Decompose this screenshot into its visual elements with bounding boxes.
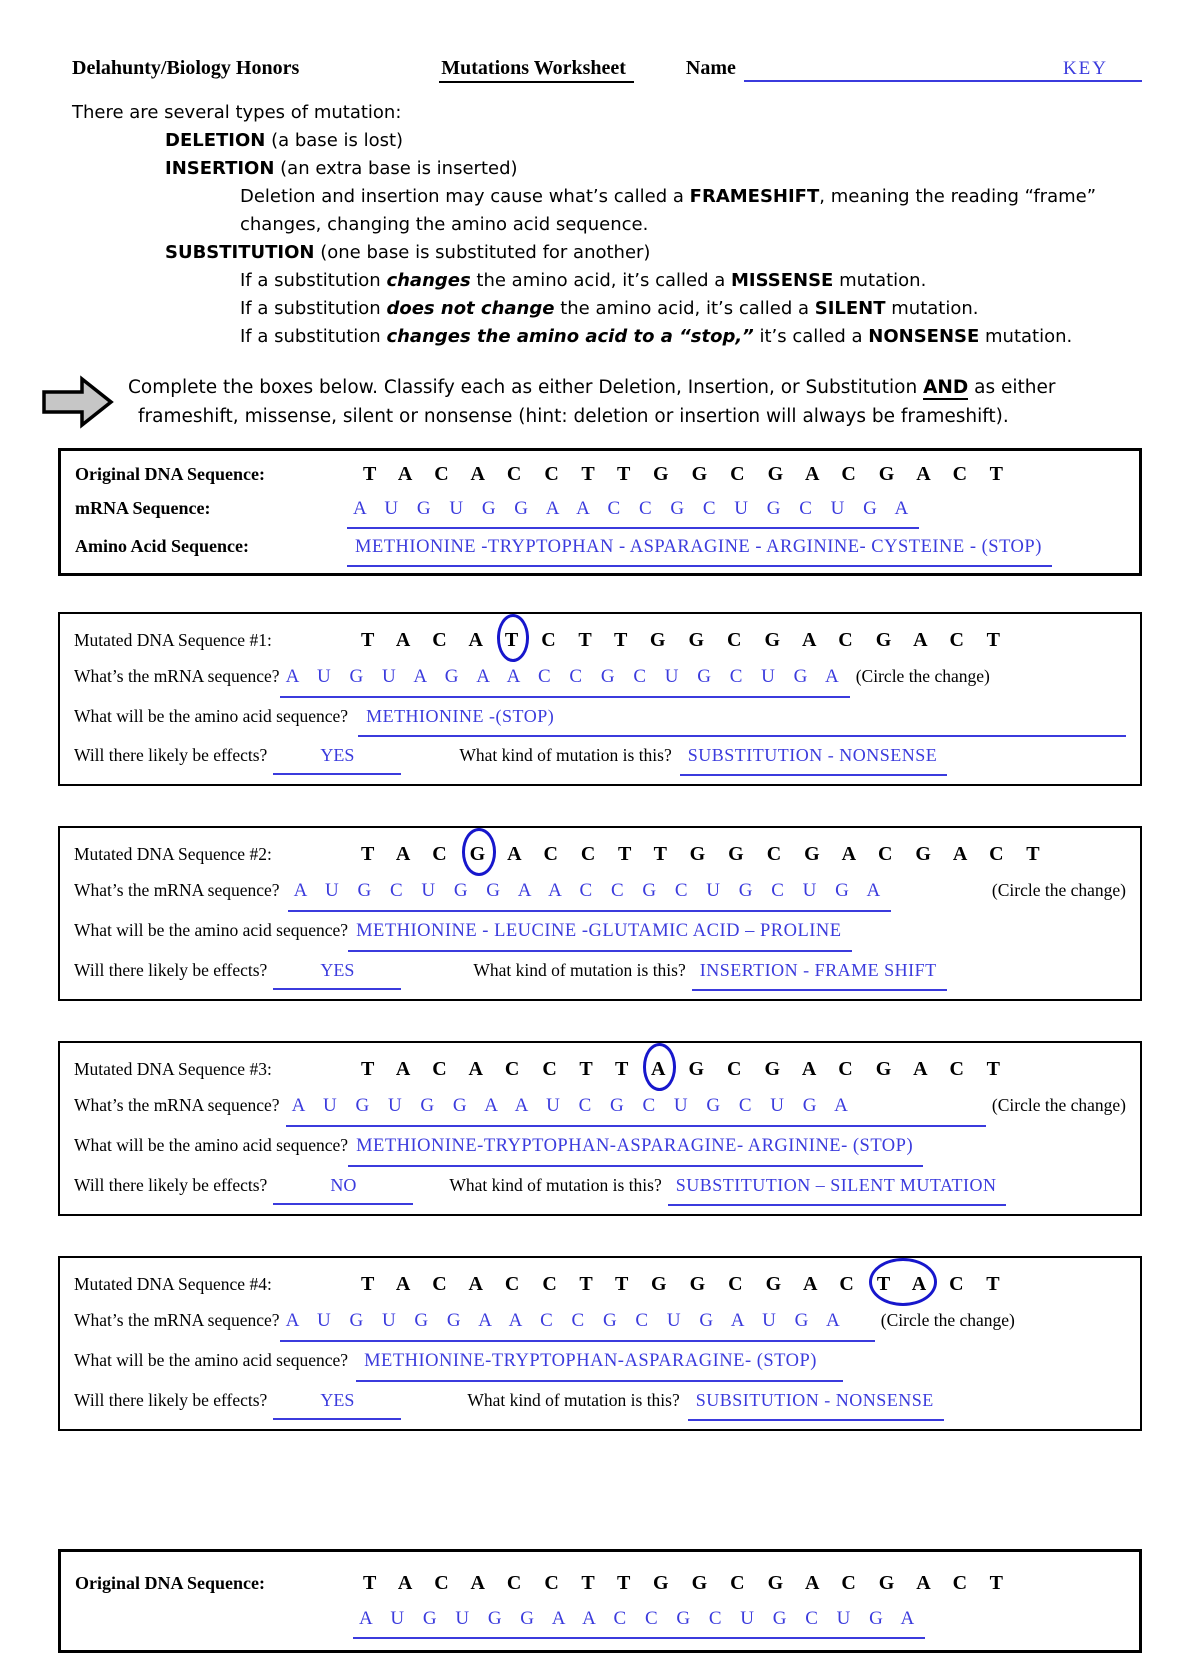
mutation3-mrna-answer: A U G U G G A A U C G C U G C U G A xyxy=(286,1088,859,1127)
mutation4-title: Mutated DNA Sequence #4: xyxy=(74,1274,272,1294)
header xyxy=(58,0,1142,83)
mrna-question: What’s the mRNA sequence? xyxy=(74,880,280,900)
mutation3-title-row xyxy=(74,1051,1126,1087)
mutation3-mrna-row xyxy=(74,1087,1126,1127)
original-mrna-label: mRNA Sequence: xyxy=(75,498,211,518)
mutation1-dna-sequence: T A C A T C T T G G C G A C G A C T xyxy=(361,622,1009,658)
mutation2-dna-sequence: T A C G A C C T T G G C G A C G A C T xyxy=(361,836,1049,872)
original-dna-label: Original DNA Sequence: xyxy=(75,464,266,484)
mutation3-effects-row xyxy=(74,1167,1126,1206)
mutation-box-2 xyxy=(58,826,1142,1001)
circle-note: (Circle the change) xyxy=(991,880,1126,900)
name-label: Name xyxy=(685,57,736,79)
kind-question: What kind of mutation is this? xyxy=(449,1175,662,1195)
mutation4-effects-row xyxy=(74,1382,1126,1421)
mutation4-title-row xyxy=(74,1266,1126,1302)
mutation4-dna-sequence: T A C A C C T T G G C G A C T A C T xyxy=(361,1266,1009,1302)
original-amino-row xyxy=(75,529,1125,567)
mutation3-effects-answer: NO xyxy=(273,1167,413,1205)
mutation4-amino-answer: METHIONINE-TRYPTOPHAN-ASPARAGINE- (STOP) xyxy=(356,1343,843,1382)
mutation1-title: Mutated DNA Sequence #1: xyxy=(74,630,272,650)
original-amino-label: Amino Acid Sequence: xyxy=(75,536,250,556)
substitution-definition: SUBSTITUTION (one base is substituted for another) xyxy=(165,242,651,263)
amino-question: What will be the amino acid sequence? xyxy=(74,1135,349,1155)
mutation2-mrna-answer: A U G C U G G A A C C G C U G C U G A xyxy=(288,873,892,912)
nonsense-definition: If a substitution changes the amino acid to a “stop,” it’s called a NONSENSE mutation. xyxy=(240,326,1073,347)
mutation4-mrna-answer: A U G U G G A A C C G C U G A U G A xyxy=(280,1303,875,1342)
circled-base: T A xyxy=(877,1266,935,1302)
circled-base: T xyxy=(505,622,527,658)
bottom-mrna-answer: A U G U G G A A C C G C U G C U G A xyxy=(353,1602,925,1639)
answer-key-text: KEY xyxy=(1062,58,1108,79)
frameshift-definition-line2: changes, changing the amino acid sequence. xyxy=(240,214,649,235)
original-dna-row xyxy=(75,457,1125,491)
mutation3-title: Mutated DNA Sequence #3: xyxy=(74,1059,272,1079)
mutation2-title-row xyxy=(74,836,1126,872)
bottom-original-sequence-box xyxy=(58,1549,1142,1653)
amino-question: What will be the amino acid sequence? xyxy=(74,706,349,726)
bottom-mrna-row xyxy=(353,1602,1125,1639)
mutation3-dna-sequence: T A C A C C T T A G C G A C G A C T xyxy=(361,1051,1009,1087)
answer-underline xyxy=(859,1087,986,1127)
silent-definition: If a substitution does not change the amino acid, it’s called a SILENT mutation. xyxy=(240,298,979,319)
mutation2-kind-answer: INSERTION - FRAME SHIFT xyxy=(692,952,947,991)
mutation2-mrna-row xyxy=(74,872,1126,912)
original-amino-answer: METHIONINE -TRYPTOPHAN - ASPARAGINE - ARGININE- CYSTEINE - (STOP) xyxy=(347,530,1052,567)
original-mrna-answer: A U G U G G A A C C G C U G C U G A xyxy=(347,492,919,529)
effects-question: Will there likely be effects? xyxy=(74,1390,268,1410)
mutation-box-3 xyxy=(58,1041,1142,1216)
bottom-dna-label: Original DNA Sequence: xyxy=(75,1573,266,1593)
mutation-box-1 xyxy=(58,612,1142,786)
original-mrna-row xyxy=(75,491,1125,529)
kind-question: What kind of mutation is this? xyxy=(459,745,672,765)
amino-question: What will be the amino acid sequence? xyxy=(74,1350,349,1370)
mutation2-effects-answer: YES xyxy=(273,952,401,990)
mutation1-effects-answer: YES xyxy=(273,737,401,775)
mutation4-amino-row xyxy=(74,1342,1126,1382)
answer-underline xyxy=(564,698,1126,737)
circle-note: (Circle the change) xyxy=(855,666,990,686)
effects-question: Will there likely be effects? xyxy=(74,745,268,765)
mutation4-effects-answer: YES xyxy=(273,1382,401,1420)
mutation2-amino-row xyxy=(74,912,1126,952)
mutation1-amino-answer: METHIONINE -(STOP) xyxy=(358,698,564,737)
mutation2-effects-row xyxy=(74,952,1126,991)
kind-question: What kind of mutation is this? xyxy=(467,1390,680,1410)
original-dna-sequence: T A C A C C T T G G C G A C G A C T xyxy=(363,463,1013,485)
mutation1-effects-row xyxy=(74,737,1126,776)
mutation1-mrna-answer: A U G U A G A A C C G C U G C U G A xyxy=(280,659,850,698)
bottom-dna-sequence: T A C A C C T T G G C G A C G A C T xyxy=(363,1572,1013,1594)
mutation1-mrna-row xyxy=(74,658,1126,698)
instruction-line1: Complete the boxes below. Classify each as either Deletion, Insertion, or Substitution AND as either xyxy=(128,377,1056,398)
circled-base: G xyxy=(470,836,495,872)
missense-definition: If a substitution changes the amino acid, it’s called a MISSENSE mutation. xyxy=(240,270,927,291)
original-sequence-box xyxy=(58,448,1142,576)
mutation1-kind-answer: SUBSTITUTION - NONSENSE xyxy=(680,737,948,776)
mrna-question: What’s the mRNA sequence? xyxy=(74,666,280,686)
mutation3-amino-answer: METHIONINE-TRYPTOPHAN-ASPARAGINE- ARGININE- (STOP) xyxy=(348,1128,923,1167)
mutation3-amino-row xyxy=(74,1127,1126,1167)
mrna-question: What’s the mRNA sequence? xyxy=(74,1095,280,1115)
circle-note: (Circle the change) xyxy=(880,1310,1015,1330)
mutation1-title-row xyxy=(74,622,1126,658)
right-arrow-icon xyxy=(40,373,124,434)
intro-opening: There are several types of mutation: xyxy=(72,102,402,123)
mutation3-kind-answer: SUBSTITUTION – SILENT MUTATION xyxy=(668,1167,1007,1206)
amino-question: What will be the amino acid sequence? xyxy=(74,920,349,940)
intro-section xyxy=(58,99,1142,351)
mutation1-amino-row xyxy=(74,698,1126,737)
page-title: Mutations Worksheet xyxy=(439,57,634,83)
bottom-dna-row xyxy=(75,1566,1125,1600)
mutation-box-4 xyxy=(58,1256,1142,1431)
kind-question: What kind of mutation is this? xyxy=(473,960,686,980)
mrna-question: What’s the mRNA sequence? xyxy=(74,1310,280,1330)
mutation4-kind-answer: SUBSITUTION - NONSENSE xyxy=(688,1382,944,1421)
deletion-definition: DELETION (a base is lost) xyxy=(165,130,404,151)
mutation4-mrna-row xyxy=(74,1302,1126,1342)
effects-question: Will there likely be effects? xyxy=(74,960,268,980)
frameshift-definition: Deletion and insertion may cause what’s called a FRAMESHIFT, meaning the reading “frame” xyxy=(240,186,1097,207)
name-block xyxy=(686,57,1142,82)
circle-note: (Circle the change) xyxy=(991,1095,1126,1115)
insertion-definition: INSERTION (an extra base is inserted) xyxy=(165,158,518,179)
mutation2-amino-answer: METHIONINE - LEUCINE -GLUTAMIC ACID – PROLINE xyxy=(348,913,852,952)
instruction-text xyxy=(128,373,1055,434)
mutation2-title: Mutated DNA Sequence #2: xyxy=(74,844,272,864)
instruction-line2: frameshift, missense, silent or nonsense (hint: deletion or insertion will always be frameshift). xyxy=(138,406,1009,427)
name-answer-line xyxy=(744,58,1142,82)
instruction-block xyxy=(58,373,1142,434)
effects-question: Will there likely be effects? xyxy=(74,1175,268,1195)
course-label: Delahunty/Biology Honors xyxy=(72,57,300,79)
circled-base: A xyxy=(651,1051,674,1087)
